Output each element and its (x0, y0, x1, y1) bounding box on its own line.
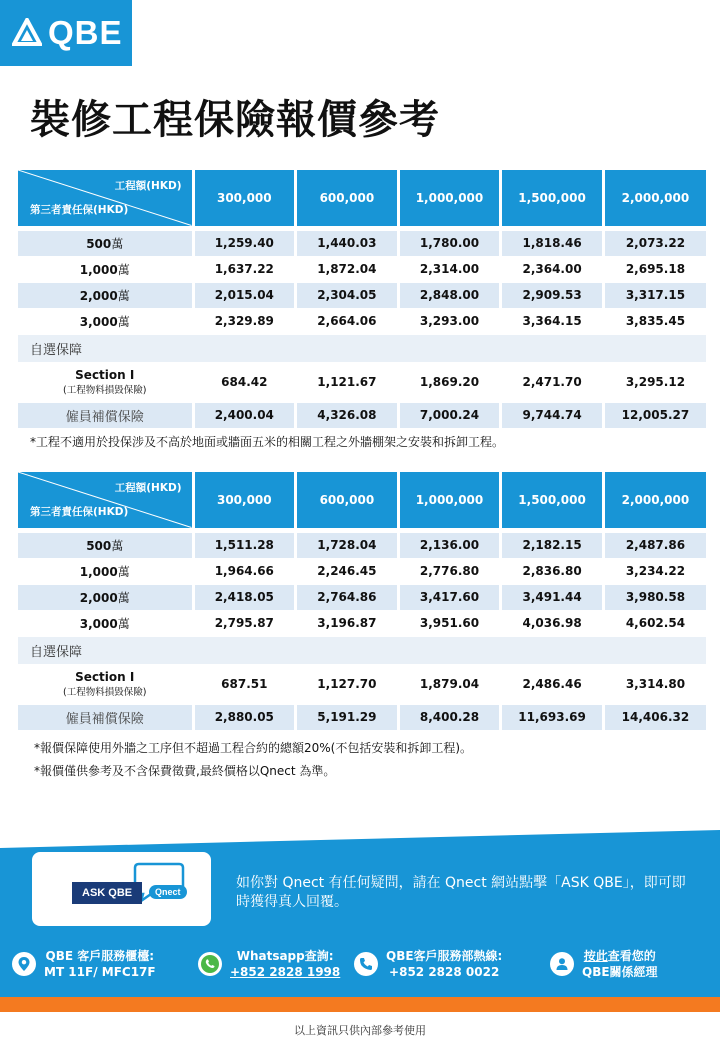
table-cell: 1,872.04 (296, 256, 399, 282)
table-cell: 3,951.60 (398, 610, 501, 636)
table-cell: 1,879.04 (398, 664, 501, 704)
column-header: 2,000,000 (603, 472, 706, 528)
table-cell: 684.42 (193, 362, 296, 402)
table-row (18, 256, 706, 282)
manager-subtitle: QBE關係經理 (582, 965, 658, 979)
whatsapp-number-link[interactable]: +852 2828 1998 (230, 965, 341, 979)
corner-bottom-label: 第三者責任保(HKD) (30, 203, 129, 216)
optional-coverage-label: 自選保障 (18, 636, 706, 664)
row-label: 3,000萬 (18, 610, 193, 636)
column-header: 600,000 (296, 472, 399, 528)
optional-coverage-row (18, 636, 706, 664)
hotline-contact (354, 948, 502, 980)
table-cell: 2,073.22 (603, 230, 706, 256)
click-here-link[interactable]: 按此 (583, 949, 608, 963)
logo-text: QBE (48, 14, 123, 51)
whatsapp-title: Whatsapp查詢: (236, 949, 334, 963)
column-header: 1,000,000 (398, 170, 501, 226)
page-title: 裝修工程保險報價參考 (30, 97, 440, 143)
phone-icon (354, 952, 378, 976)
table-cell: 1,818.46 (501, 230, 604, 256)
optional-coverage-row (18, 334, 706, 362)
table-cell: 3,491.44 (501, 584, 604, 610)
table-cell: 1,127.70 (296, 664, 399, 704)
table-cell: 14,406.32 (603, 704, 706, 730)
table-cell: 2,776.80 (398, 558, 501, 584)
table-2-note-a: *報價保障使用外牆之工序但不超過工程合約的總額20%(不包括安裝和拆卸工程)。 (34, 741, 473, 755)
table-cell: 1,780.00 (398, 230, 501, 256)
qbe-logo-icon (12, 18, 42, 48)
table-cell: 687.51 (193, 664, 296, 704)
table-cell: 3,835.45 (603, 308, 706, 334)
manager-title-rest: 查看您的 (607, 949, 656, 963)
table-1-note: *工程不適用於投保涉及不高於地面或牆面五米的相關工程之外牆棚架之安裝和拆卸工程。 (30, 435, 505, 449)
table-row (18, 308, 706, 334)
qbe-logo (0, 0, 132, 66)
table-cell: 2,136.00 (398, 532, 501, 558)
table-cell: 3,317.15 (603, 282, 706, 308)
column-header: 1,500,000 (501, 472, 604, 528)
table-cell: 3,364.15 (501, 308, 604, 334)
employee-comp-label: 僱員補償保險 (18, 402, 193, 428)
row-label: 1,000萬 (18, 558, 193, 584)
orange-stripe (0, 997, 720, 1012)
table-cell: 7,000.24 (398, 402, 501, 428)
section-i-label: Section I (工程物料損毀保險) (18, 362, 193, 402)
corner-top-label: 工程額(HKD) (114, 482, 182, 494)
ask-qbe-text: 如你對 Qnect 有任何疑問，請在 Qnect 網站點擊「ASK QBE」，即可即時獲得真人回覆。 (236, 875, 686, 910)
table-cell: 3,417.60 (398, 584, 501, 610)
table-cell: 3,293.00 (398, 308, 501, 334)
row-label: 2,000萬 (18, 282, 193, 308)
row-label: 3,000萬 (18, 308, 193, 334)
column-header: 1,500,000 (501, 170, 604, 226)
table-cell: 2,848.00 (398, 282, 501, 308)
optional-coverage-label: 自選保障 (18, 334, 706, 362)
column-header: 1,000,000 (398, 472, 501, 528)
table-cell: 2,471.70 (501, 362, 604, 402)
hotline-number: +852 2828 0022 (389, 965, 500, 979)
table-cell: 1,637.22 (193, 256, 296, 282)
user-icon (550, 952, 574, 976)
ask-qbe-label: ASK QBE (72, 882, 142, 904)
table-row (18, 610, 706, 636)
row-label: 500萬 (18, 230, 193, 256)
location-pin-icon (12, 952, 36, 976)
employee-comp-row (18, 402, 706, 428)
table-2-note-b: *報價僅供參考及不含保費徵費,最終價格以Qnect 為準。 (34, 764, 336, 778)
table-row (18, 230, 706, 256)
quote-table-1 (18, 170, 706, 428)
table-cell: 3,314.80 (603, 664, 706, 704)
table-cell: 2,304.05 (296, 282, 399, 308)
column-header: 2,000,000 (603, 170, 706, 226)
table-cell: 4,036.98 (501, 610, 604, 636)
table-cell: 1,869.20 (398, 362, 501, 402)
table-cell: 3,196.87 (296, 610, 399, 636)
table-cell: 2,487.86 (603, 532, 706, 558)
whatsapp-icon (198, 952, 222, 976)
corner-header (18, 170, 193, 226)
table-cell: 2,486.46 (501, 664, 604, 704)
table-row (18, 532, 706, 558)
hotline-title: QBE客戶服務部熱線: (386, 949, 503, 963)
table-cell: 9,744.74 (501, 402, 604, 428)
table-cell: 2,364.00 (501, 256, 604, 282)
row-label: 2,000萬 (18, 584, 193, 610)
column-header: 600,000 (296, 170, 399, 226)
section-i-label: Section I (工程物料損毀保險) (18, 664, 193, 704)
section-i-row (18, 362, 706, 402)
table-cell: 2,400.04 (193, 402, 296, 428)
table-cell: 1,259.40 (193, 230, 296, 256)
table-cell: 2,314.00 (398, 256, 501, 282)
table-cell: 8,400.28 (398, 704, 501, 730)
table-cell: 2,246.45 (296, 558, 399, 584)
table-cell: 2,836.80 (501, 558, 604, 584)
table-cell: 2,764.86 (296, 584, 399, 610)
table-cell: 2,329.89 (193, 308, 296, 334)
whatsapp-contact[interactable] (198, 948, 340, 980)
counter-title: QBE 客戶服務櫃檯: (45, 949, 155, 963)
table-cell: 2,880.05 (193, 704, 296, 730)
table-cell: 3,234.22 (603, 558, 706, 584)
employee-comp-label: 僱員補償保險 (18, 704, 193, 730)
table-cell: 1,728.04 (296, 532, 399, 558)
table-cell: 1,121.67 (296, 362, 399, 402)
section-i-row (18, 664, 706, 704)
corner-header (18, 472, 193, 528)
table-row (18, 558, 706, 584)
employee-comp-row (18, 704, 706, 730)
table-cell: 2,795.87 (193, 610, 296, 636)
table-cell: 3,980.58 (603, 584, 706, 610)
row-label: 500萬 (18, 532, 193, 558)
table-cell: 2,015.04 (193, 282, 296, 308)
corner-bottom-label: 第三者責任保(HKD) (30, 505, 129, 518)
table-cell: 2,418.05 (193, 584, 296, 610)
table-cell: 2,664.06 (296, 308, 399, 334)
corner-top-label: 工程額(HKD) (114, 180, 182, 192)
table-cell: 1,511.28 (193, 532, 296, 558)
ask-qbe-card[interactable] (32, 852, 211, 926)
table-cell: 4,602.54 (603, 610, 706, 636)
table-row (18, 584, 706, 610)
table-cell: 1,964.66 (193, 558, 296, 584)
counter-contact (12, 948, 156, 980)
table-row (18, 282, 706, 308)
qnect-badge: Qnect (149, 885, 187, 899)
table-cell: 2,909.53 (501, 282, 604, 308)
row-label: 1,000萬 (18, 256, 193, 282)
table-cell: 2,182.15 (501, 532, 604, 558)
table-cell: 2,695.18 (603, 256, 706, 282)
column-header: 300,000 (193, 170, 296, 226)
column-header: 300,000 (193, 472, 296, 528)
relationship-manager-contact[interactable] (550, 948, 658, 980)
table-cell: 11,693.69 (501, 704, 604, 730)
table-cell: 4,326.08 (296, 402, 399, 428)
quote-table-2 (18, 472, 706, 730)
counter-location: MT 11F/ MFC17F (44, 965, 156, 979)
table-cell: 1,440.03 (296, 230, 399, 256)
table-cell: 12,005.27 (603, 402, 706, 428)
footer-disclaimer: 以上資訊只供內部參考使用 (294, 1024, 426, 1037)
table-cell: 5,191.29 (296, 704, 399, 730)
table-cell: 3,295.12 (603, 362, 706, 402)
